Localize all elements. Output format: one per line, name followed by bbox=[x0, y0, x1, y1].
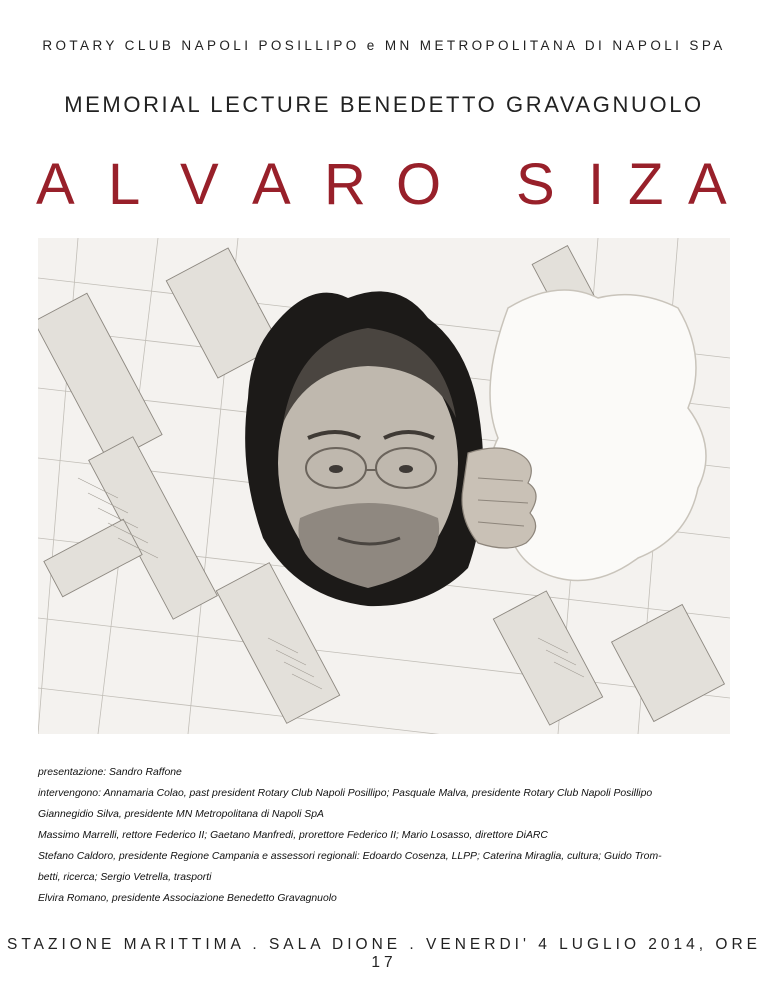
speaker-name-letter: O bbox=[396, 152, 442, 217]
speaker-name-letter: A bbox=[252, 152, 291, 217]
speaker-name-letter: L bbox=[108, 152, 141, 217]
credit-line: betti, ricerca; Sergio Vetrella, trasporti bbox=[38, 872, 212, 883]
credit-line: Elvira Romano, presidente Associazione Benedetto Gravagnuolo bbox=[38, 893, 337, 904]
organizers-line: ROTARY CLUB NAPOLI POSILLIPO e MN METROPOLITANA DI NAPOLI SPA bbox=[42, 38, 726, 53]
speaker-name-letter: V bbox=[180, 152, 219, 217]
credit-line: presentazione: Sandro Raffone bbox=[38, 767, 182, 778]
speaker-name-letter: I bbox=[588, 152, 605, 217]
speaker-name-letter: A bbox=[688, 152, 727, 217]
lecture-series-title: MEMORIAL LECTURE BENEDETTO GRAVAGNUOLO bbox=[64, 92, 704, 117]
speaker-name-letter: R bbox=[324, 152, 366, 217]
credit-line: intervengono: Annamaria Colao, past president Rotary Club Napoli Posillipo; Pasquale Malva, presidente Rotary Club Napoli Posillipo bbox=[38, 788, 653, 799]
venue-date-line: STAZIONE MARITTIMA . SALA DIONE . VENERDI' 4 LUGLIO 2014, ORE 17 bbox=[6, 936, 761, 971]
credit-line: Massimo Marrelli, rettore Federico II; Gaetano Manfredi, prorettore Federico II; Mario Losasso, direttore DiARC bbox=[38, 830, 548, 841]
speaker-name-letter: Z bbox=[628, 152, 664, 217]
speaker-name bbox=[0, 150, 768, 220]
credit-line: Giannegidio Silva, presidente MN Metropolitana di Napoli SpA bbox=[38, 809, 324, 820]
speaker-name-letter: A bbox=[36, 152, 75, 217]
credits-block bbox=[38, 766, 738, 913]
portrait-photo bbox=[38, 238, 730, 734]
speaker-name-letter: S bbox=[516, 152, 555, 217]
portrait-illustration bbox=[38, 238, 730, 734]
credit-line: Stefano Caldoro, presidente Regione Campania e assessori regionali: Edoardo Cosenza, LLPP; Caterina Miraglia, cultura; Guido Trom- bbox=[38, 851, 662, 862]
